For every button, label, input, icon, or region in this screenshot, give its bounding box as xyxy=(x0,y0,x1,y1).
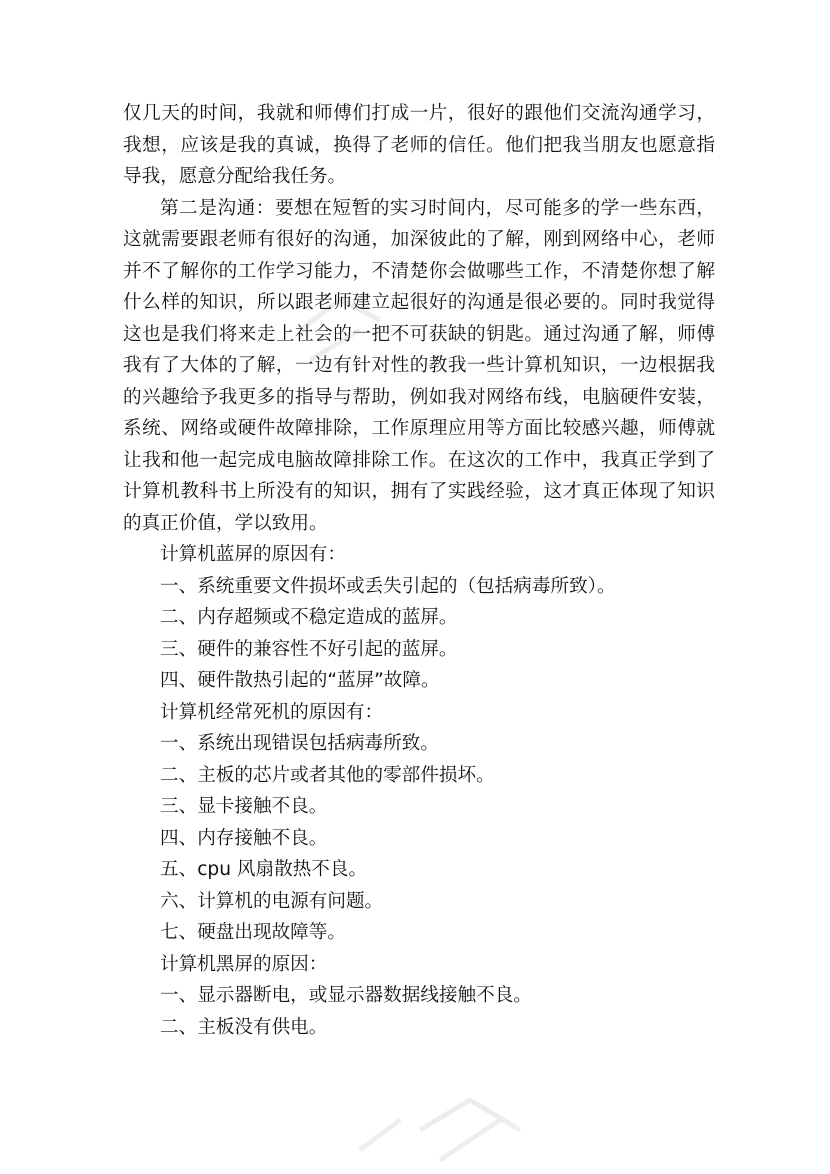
paragraph: 仅几天的时间，我就和师傅们打成一片，很好的跟他们交流沟通学习，我想，应该是我的真诚，换得了老师的信任。他们把我当朋友也愿意指导我，愿意分配给我任务。 xyxy=(123,103,715,187)
list-item: 四、硬件散热引起的“蓝屏”故障。 xyxy=(160,670,440,691)
list-item: 六、计算机的电源有问题。 xyxy=(160,890,384,912)
section-heading: 计算机黑屏的原因： xyxy=(160,953,328,975)
list-item: 二、内存超频或不稳定造成的蓝屏。 xyxy=(160,607,458,628)
list-item: 二、主板没有供电。 xyxy=(160,1016,328,1038)
list-item: 一、系统重要文件损坏或丢失引起的（包括病毒所致）。 xyxy=(160,575,616,597)
paragraph: 第二是沟通：要想在短暂的实习时间内，尽可能多的学一些东西，这就需要跟老师有很好的沟通，加深彼此的了解，刚到网络中心，老师并不了解你的工作学习能力，不清楚你会做哪些工作，不清楚你想了解什么样的知识，所以跟老师建立起很好的沟通是很必要的。同时我觉得这也是我们将来走上社会的一把不可获缺的钥匙。通过沟通了解，师傅我有了大体的了解，一边有针对性的教我一些计算机知识，一边根据我的兴趣给予我更多的指导与帮助，例如我对网络布线，电脑硬件安装，系统、网络或硬件故障排除，工作原理应用等方面比较感兴趣，师傅就让我和他一起完成电脑故障排除工作。在这次的工作中，我真正学到了计算机教科书上所没有的知识，拥有了实践经验，这才真正体现了知识的真正价值，学以致用。 xyxy=(123,197,715,534)
list-item: 三、硬件的兼容性不好引起的蓝屏。 xyxy=(160,638,458,660)
section-heading: 计算机蓝屏的原因有： xyxy=(160,544,346,565)
document-body xyxy=(123,98,715,1043)
list-item: 三、显卡接触不良。 xyxy=(160,796,328,817)
list-item: 五、cpu 风扇散热不良。 xyxy=(160,859,368,880)
list-item: 七、硬盘出现故障等。 xyxy=(160,922,346,943)
section-heading: 计算机经常死机的原因有： xyxy=(160,701,384,723)
list-item: 四、内存接触不良。 xyxy=(160,827,328,849)
list-item: 一、显示器断电，或显示器数据线接触不良。 xyxy=(160,985,532,1006)
list-item: 一、系统出现错误包括病毒所致。 xyxy=(160,733,439,754)
list-item: 二、主板的芯片或者其他的零部件损坏。 xyxy=(160,764,495,786)
